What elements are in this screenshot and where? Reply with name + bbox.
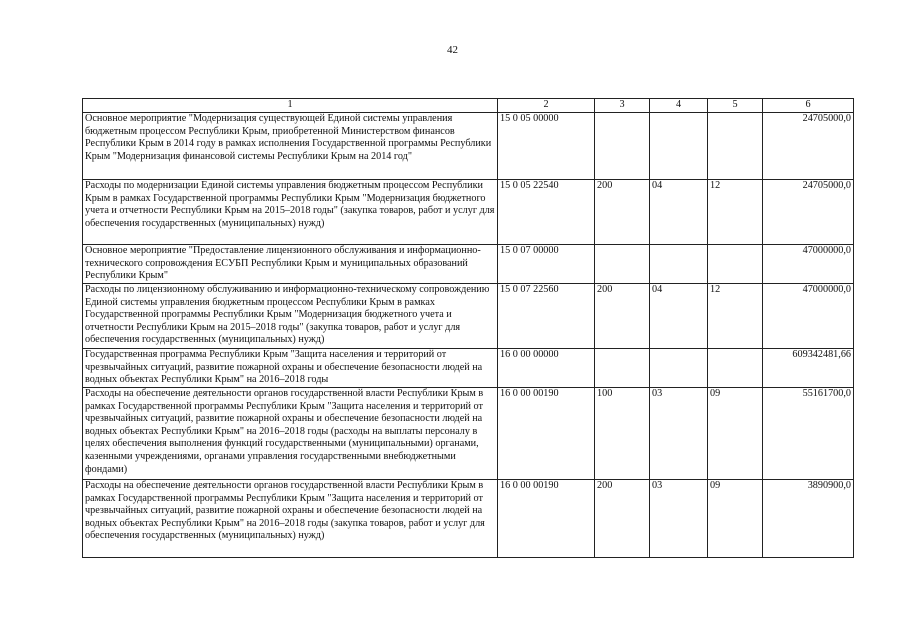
table-row (83, 180, 854, 245)
target-article-code: 15 0 05 00000 (498, 113, 595, 180)
amount: 3890900,0 (763, 480, 854, 558)
column-header: 2 (498, 99, 595, 113)
expense-type: 200 (595, 180, 650, 245)
section (650, 349, 708, 388)
target-article-code: 16 0 00 00190 (498, 388, 595, 480)
row-name: Основное мероприятие "Предоставление лицензионного обслуживания и информационно-технического сопровождения ЕСУБП Республики Крым и муниципальных образований Республики Крым" (83, 245, 498, 284)
subsection (708, 349, 763, 388)
subsection: 09 (708, 388, 763, 480)
amount: 24705000,0 (763, 180, 854, 245)
target-article-code: 16 0 00 00000 (498, 349, 595, 388)
expense-type: 200 (595, 284, 650, 349)
subsection: 12 (708, 284, 763, 349)
row-name: Государственная программа Республики Крым "Защита населения и территорий от чрезвычайных ситуаций, развитие пожарной охраны и обеспечение безопасности людей на водных объектах Республики Крым" на 2016–2018 годы (83, 349, 498, 388)
section: 03 (650, 388, 708, 480)
target-article-code: 15 0 07 00000 (498, 245, 595, 284)
subsection: 09 (708, 480, 763, 558)
target-article-code: 16 0 00 00190 (498, 480, 595, 558)
table-row (83, 480, 854, 558)
column-header: 3 (595, 99, 650, 113)
section (650, 245, 708, 284)
column-header: 6 (763, 99, 854, 113)
amount: 47000000,0 (763, 245, 854, 284)
amount: 55161700,0 (763, 388, 854, 480)
expense-type (595, 245, 650, 284)
subsection: 12 (708, 180, 763, 245)
budget-table (82, 98, 854, 558)
section: 04 (650, 180, 708, 245)
table-row (83, 113, 854, 180)
subsection (708, 245, 763, 284)
expense-type: 100 (595, 388, 650, 480)
section (650, 113, 708, 180)
page-number: 42 (447, 44, 458, 56)
target-article-code: 15 0 05 22540 (498, 180, 595, 245)
expense-type (595, 349, 650, 388)
row-name: Основное мероприятие "Модернизация существующей Единой системы управления бюджетным процессом Республики Крым, приобретенной Министерством финансов Республики Крым в 2014 году в рамках исполнения Государственной программы Республики Крым "Модернизация финансовой системы Республики Крым на 2014 год" (83, 113, 498, 180)
column-header: 1 (83, 99, 498, 113)
amount: 47000000,0 (763, 284, 854, 349)
subsection (708, 113, 763, 180)
section: 03 (650, 480, 708, 558)
amount: 24705000,0 (763, 113, 854, 180)
row-name: Расходы на обеспечение деятельности органов государственной власти Республики Крым в рамках Государственной программы Республики Крым "Защита населения и территорий от чрезвычайных ситуаций, развитие пожарной охраны и обеспечение безопасности людей на водных объектах Республики Крым" на 2016–2018 годы (закупка товаров, работ и услуг для обеспечения государственных (муниципальных) нужд) (83, 480, 498, 558)
target-article-code: 15 0 07 22560 (498, 284, 595, 349)
expense-type: 200 (595, 480, 650, 558)
expense-type (595, 113, 650, 180)
amount: 609342481,66 (763, 349, 854, 388)
row-name: Расходы по модернизации Единой системы управления бюджетным процессом Республики Крым в рамках Государственной программы Республики Крым "Модернизация бюджетного учета и отчетности Республики Крым на 2015–2018 годы" (закупка товаров, работ и услуг для обеспечения государственных (муниципальных) нужд) (83, 180, 498, 245)
column-header: 4 (650, 99, 708, 113)
table-row (83, 349, 854, 388)
table-row (83, 284, 854, 349)
table-row (83, 388, 854, 480)
row-name: Расходы на обеспечение деятельности органов государственной власти Республики Крым в рамках Государственной программы Республики Крым "Защита населения и территорий от чрезвычайных ситуаций, развитие пожарной охраны и обеспечение безопасности людей на водных объектах Республики Крым" на 2016–2018 годы (расходы на выплаты персоналу в целях обеспечения выполнения функций государственными (муниципальными) органами, казенными учреждениями, органами управления государственными внебюджетными фондами) (83, 388, 498, 480)
row-name: Расходы по лицензионному обслуживанию и информационно-техническому сопровождению Единой системы управления бюджетным процессом Республики Крым в рамках Государственной программы Республики Крым "Модернизация бюджетного учета и отчетности Республики Крым на 2015–2018 годы" (закупка товаров, работ и услуг для обеспечения государственных (муниципальных) нужд) (83, 284, 498, 349)
table-row (83, 245, 854, 284)
header-row (83, 99, 854, 113)
column-header: 5 (708, 99, 763, 113)
section: 04 (650, 284, 708, 349)
